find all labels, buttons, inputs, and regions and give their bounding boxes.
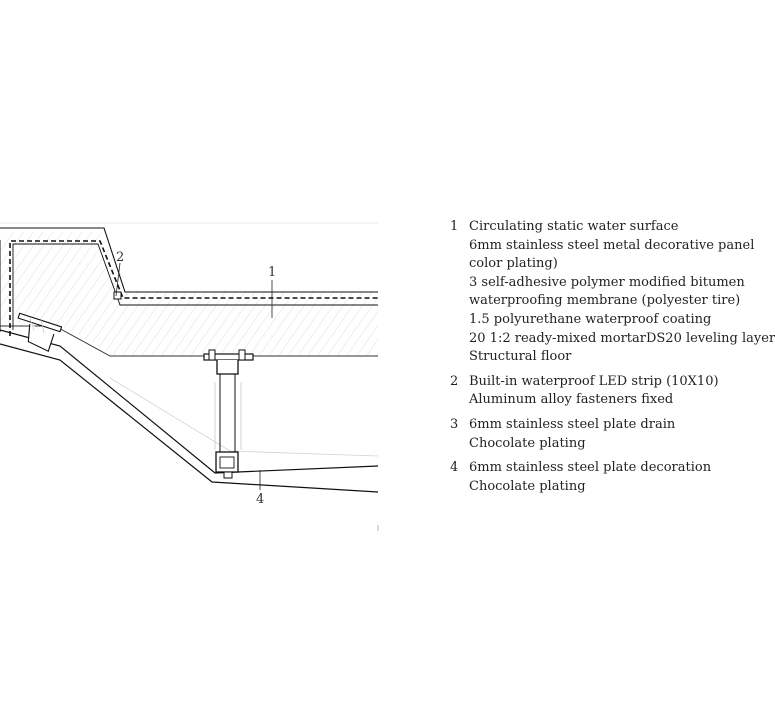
note-number: 1 — [450, 219, 459, 234]
note-line: 6mm stainless steel metal decorative panel — [469, 237, 755, 253]
note-line: 6mm stainless steel plate decoration — [469, 460, 712, 476]
drain-hanger-assembly — [204, 350, 253, 478]
note-line: Built-in waterproof LED strip (10X10) — [469, 373, 719, 389]
legend-note-2 — [450, 373, 740, 410]
legend-note-1 — [450, 218, 775, 367]
note-line: Chocolate plating — [469, 478, 586, 494]
structural-floor-slab — [0, 232, 378, 356]
legend-note-4 — [450, 459, 740, 496]
note-number: 3 — [450, 416, 459, 432]
decoration-plate-inner-faint — [110, 378, 378, 456]
note-line: waterproofing membrane (polyester tire) — [469, 293, 741, 309]
note-line: Structural floor — [469, 349, 572, 365]
note-line: 3 self-adhesive polymer modified bitumen — [469, 274, 745, 290]
led-strip — [114, 292, 121, 299]
note-line: Circulating static water surface — [469, 219, 679, 234]
note-number: 2 — [450, 373, 459, 389]
note-line: 1.5 polyurethane waterproof coating — [469, 311, 712, 327]
note-line: 6mm stainless steel plate drain — [469, 416, 676, 432]
material-legend — [450, 218, 775, 502]
callout-4-label: 4 — [256, 492, 265, 507]
note-line: color plating) — [469, 256, 558, 272]
callout-2-label: 2 — [116, 250, 125, 265]
callout-1-label: 1 — [268, 265, 277, 280]
note-line: Chocolate plating — [469, 435, 586, 451]
note-number: 4 — [450, 460, 459, 476]
note-line: 20 1:2 ready-mixed mortarDS20 leveling layer — [469, 330, 775, 346]
note-line: Aluminum alloy fasteners fixed — [469, 392, 674, 408]
decoration-plate-lower — [0, 344, 378, 492]
legend-note-3 — [450, 416, 740, 453]
